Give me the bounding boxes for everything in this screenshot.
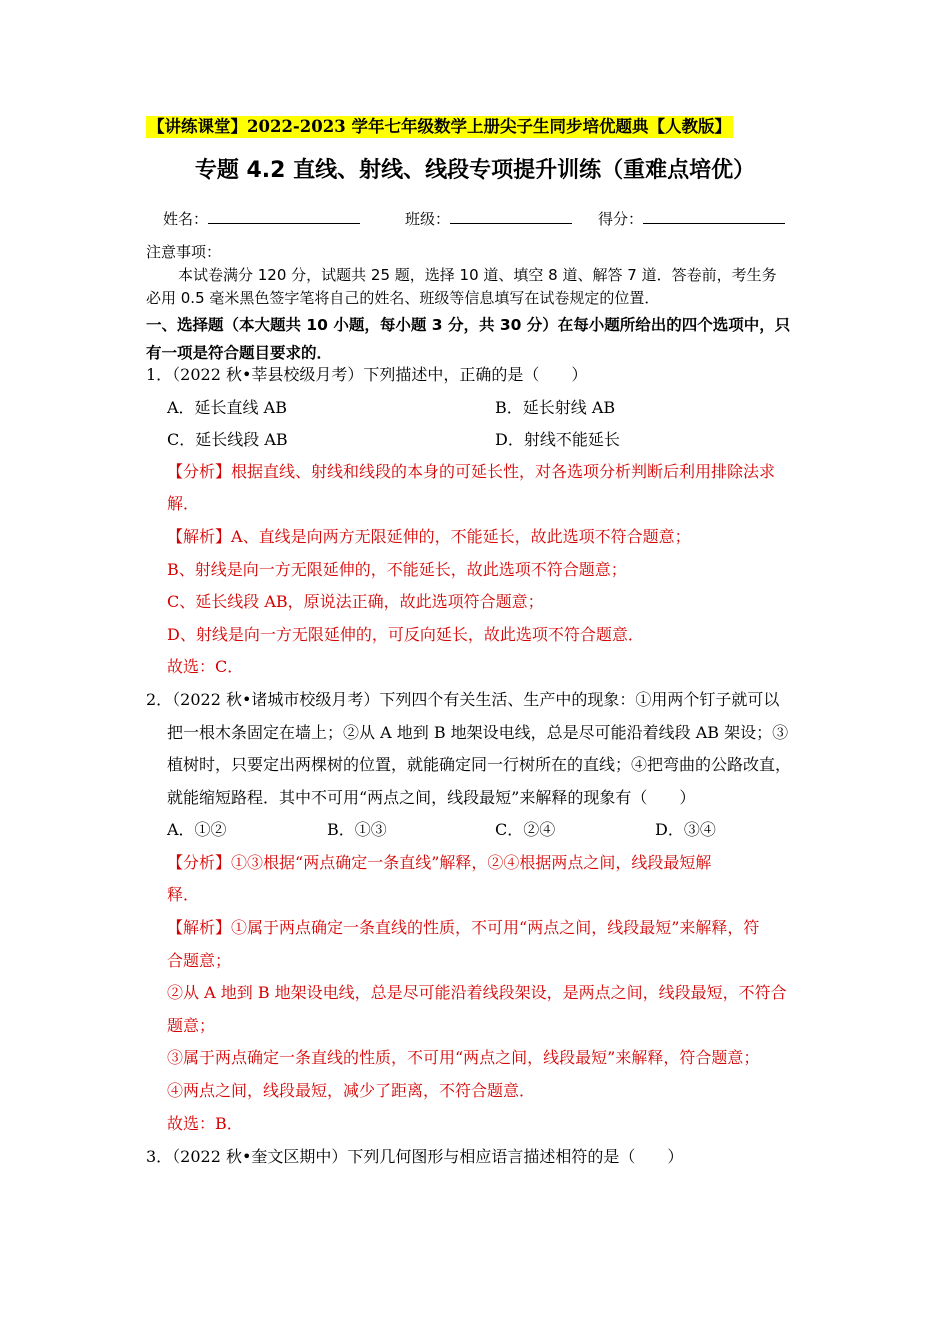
solution — [167, 917, 759, 939]
question-stem: 1．（2022 秋•莘县校级月考）下列描述中，正确的是（ ） — [146, 365, 588, 384]
solution-text: ③属于两点确定一条直线的性质，不可用“两点之间，线段最短”来解释，符合题意； — [167, 1048, 760, 1067]
answer: 故选：C． — [167, 657, 244, 676]
analysis — [167, 461, 775, 483]
analysis-text: 释． — [167, 885, 200, 904]
score-label: 得分： — [598, 210, 644, 228]
analysis-tag: 【分析】 — [167, 853, 232, 872]
class-label: 班级： — [405, 210, 451, 228]
answer: 故选：B． — [167, 1114, 243, 1133]
page-title: 专题 4.2 直线、射线、线段专项提升训练（重难点培优） — [194, 158, 756, 183]
analysis — [167, 852, 711, 874]
notice-heading: 注意事项： — [146, 243, 222, 261]
solution-text: C、延长线段 AB，原说法正确，故此选项符合题意； — [167, 592, 544, 611]
option-c: C．②④ — [495, 820, 556, 839]
solution-text: ②从 A 地到 B 地架设电线，总是尽可能沿着线段架设，是两点之间，线段最短，不符合 — [167, 983, 787, 1002]
question-stem: 就能缩短路程．其中不可用“两点之间，线段最短”来解释的现象有（ ） — [167, 788, 696, 807]
analysis-tag: 【分析】 — [167, 462, 232, 481]
score-blank[interactable] — [643, 209, 785, 224]
question-stem: 把一根木条固定在墙上；②从 A 地到 B 地架设电线，总是尽可能沿着线段 AB 架设；③ — [167, 723, 789, 742]
option-b: B．延长射线 AB — [495, 398, 616, 417]
question-stem: 2．（2022 秋•诸城市校级月考）下列四个有关生活、生产中的现象：①用两个钉子就可以 — [146, 690, 780, 709]
class-blank[interactable] — [450, 209, 572, 224]
solution-text: D、射线是向一方无限延伸的，可反向延长，故此选项不符合题意． — [167, 625, 644, 644]
header-banner: 【讲练课堂】2022-2023 学年七年级数学上册尖子生同步培优题典【人教版】 — [148, 117, 731, 136]
option-a: A．①② — [167, 820, 227, 839]
section-heading: 一、选择题（本大题共 10 小题，每小题 3 分，共 30 分）在每小题所给出的四个选项中，只 — [146, 316, 791, 334]
solution-text: B、射线是向一方无限延伸的，不能延长，故此选项不符合题意； — [167, 560, 627, 579]
notice-line: 必用 0.5 毫米黑色签字笔将自己的姓名、班级等信息填写在试卷规定的位置． — [146, 289, 660, 307]
solution-text: ④两点之间，线段最短，减少了距离，不符合题意． — [167, 1081, 536, 1100]
solution-text: A、直线是向两方无限延伸的，不能延长，故此选项不符合题意； — [231, 527, 691, 546]
class-field[interactable] — [405, 208, 572, 230]
solution-tag: 【解析】 — [167, 918, 232, 937]
solution — [167, 526, 691, 548]
solution-text: 题意； — [167, 1016, 216, 1035]
name-blank[interactable] — [208, 209, 360, 224]
solution-tag: 【解析】 — [167, 527, 232, 546]
analysis-text: 根据直线、射线和线段的本身的可延长性，对各选项分析判断后利用排除法求 — [231, 462, 776, 481]
option-d: D．③④ — [655, 820, 716, 839]
analysis-text: ①③根据“两点确定一条直线”解释，②④根据两点之间，线段最短解 — [231, 853, 712, 872]
solution-text: 合题意； — [167, 951, 232, 970]
question-stem: 3．（2022 秋•奎文区期中）下列几何图形与相应语言描述相符的是（ ） — [146, 1147, 684, 1166]
option-a: A．延长直线 AB — [167, 398, 287, 417]
question-stem: 植树时，只要定出两棵树的位置，就能确定同一行树所在的直线；④把弯曲的公路改直， — [167, 755, 792, 774]
option-c: C．延长线段 AB — [167, 430, 288, 449]
option-b: B．①③ — [327, 820, 387, 839]
analysis-text: 解． — [167, 494, 200, 513]
option-d: D．射线不能延长 — [495, 430, 620, 449]
name-label: 姓名： — [163, 210, 209, 228]
section-heading: 有一项是符合题目要求的． — [146, 344, 333, 362]
name-field[interactable] — [163, 208, 360, 230]
notice-line: 本试卷满分 120 分，试题共 25 题，选择 10 道、填空 8 道、解答 7 道．答卷前，考生务 — [178, 266, 777, 284]
solution-text: ①属于两点确定一条直线的性质，不可用“两点之间，线段最短”来解释，符 — [231, 918, 760, 937]
score-field[interactable] — [598, 208, 785, 230]
